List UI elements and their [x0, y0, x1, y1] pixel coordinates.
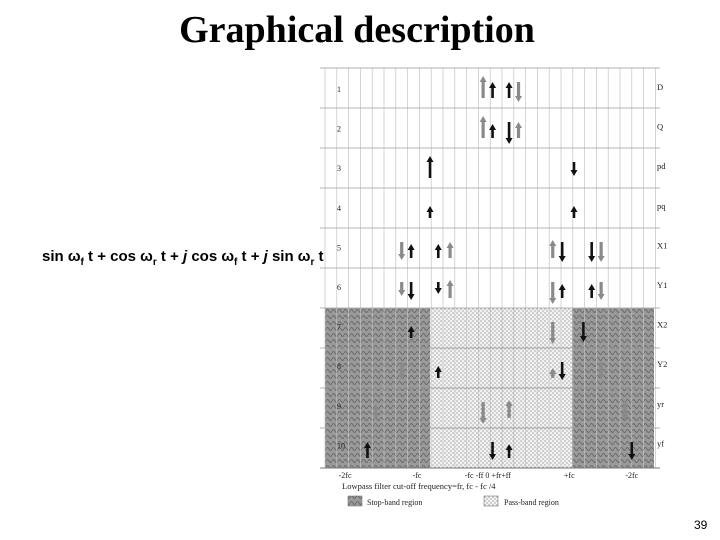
black-arrow [408, 282, 415, 300]
frequency-label: +fc [563, 471, 575, 480]
frequency-label: -fc [412, 471, 422, 480]
gray-arrow [549, 240, 556, 258]
frequency-labels [339, 471, 639, 480]
black-arrow [570, 162, 577, 176]
row-label: X2 [657, 319, 668, 330]
signal-formula: $\sin \omega_f$ $t + \cos \omega_r$ t + j $\cos \omega_f$ t + j $\sin \omega_r$ t [42, 248, 324, 268]
row-number: 4 [337, 203, 341, 213]
gray-arrow [480, 76, 487, 98]
black-arrow [559, 284, 566, 298]
row-labels [657, 82, 667, 448]
black-arrow [435, 244, 442, 258]
row-label: Q [657, 121, 664, 132]
frequency-label: -fc -ff 0 +fr+ff [464, 471, 511, 480]
gray-arrow [598, 242, 605, 262]
gray-arrow [515, 82, 522, 102]
gray-arrow [447, 280, 454, 298]
gray-arrow [398, 242, 405, 260]
black-arrow [506, 122, 513, 144]
frequency-label: -2fc [625, 471, 639, 480]
row-label: yf [657, 438, 665, 449]
page-number: 39 [694, 518, 708, 532]
row-number: 3 [337, 164, 341, 174]
row-label: pq [657, 200, 666, 211]
gray-arrow [480, 116, 487, 138]
gray-arrow [515, 122, 522, 138]
black-arrow [559, 242, 566, 262]
row-label: Y2 [657, 359, 668, 370]
black-arrow [570, 206, 577, 218]
row-number: 2 [337, 124, 341, 134]
gray-arrow [549, 282, 556, 304]
black-arrow [427, 206, 434, 218]
legend-pass-label: Pass-band region [504, 498, 559, 507]
legend-stop-swatch [348, 496, 362, 506]
black-arrow [435, 282, 442, 294]
row-number: 6 [337, 283, 341, 292]
spectrum-diagram [320, 68, 668, 513]
black-arrow [588, 284, 595, 298]
row-number: 8 [337, 362, 341, 372]
black-arrow [408, 244, 415, 258]
legend-stop-label: Stop-band region [367, 498, 423, 507]
slide-title: Graphical description [179, 9, 535, 51]
row-number: 10 [337, 441, 345, 451]
row-label: yr [657, 398, 665, 409]
black-arrow [588, 242, 595, 262]
row-number: 5 [337, 243, 341, 253]
row-number: 7 [337, 322, 341, 332]
row-label: D [657, 82, 664, 92]
row-number: 9 [337, 401, 341, 411]
black-arrow [506, 82, 513, 98]
legend-pass-swatch [484, 496, 498, 506]
row-label: pd [657, 161, 666, 172]
frequency-label: -2fc [338, 471, 352, 480]
gray-arrow [598, 282, 605, 300]
gray-arrow [447, 242, 454, 258]
gray-arrow [398, 282, 405, 296]
black-arrow [427, 156, 434, 178]
row-label: Y1 [657, 280, 668, 290]
row-number: 1 [337, 85, 341, 94]
row-label: X1 [657, 240, 668, 251]
cutoff-note: Lowpass filter cut-off frequency=fr, fc - fc /4 [342, 481, 496, 491]
